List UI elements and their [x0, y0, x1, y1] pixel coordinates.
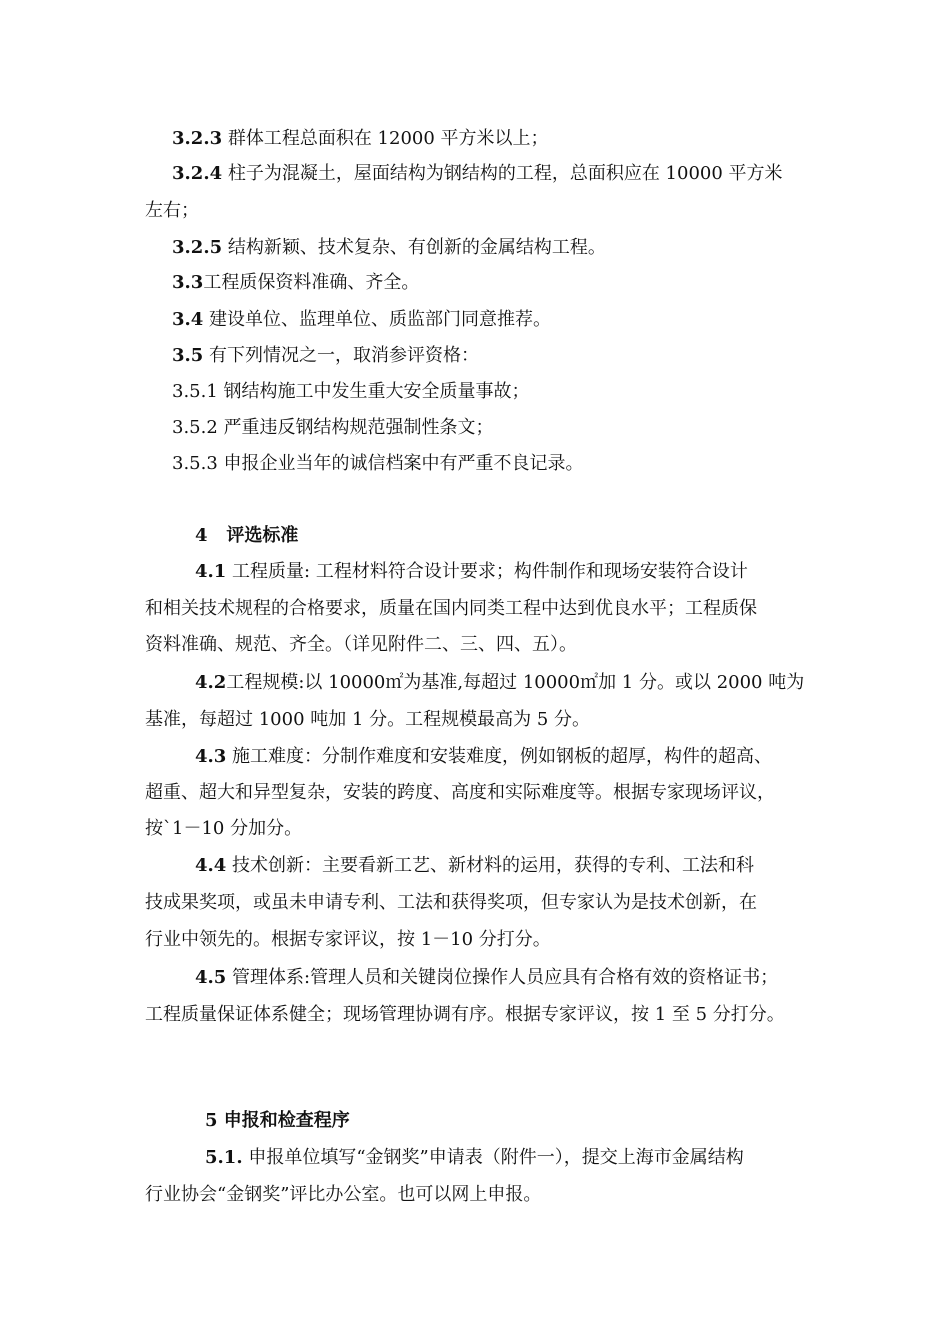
- paragraph-4-4-line2: 技成果奖项，或虽未申请专利、工法和获得奖项，但专家认为是技术创新，在: [145, 892, 757, 913]
- paragraph-3-5-3: [172, 445, 584, 482]
- clause-number: 3.2.4: [172, 163, 223, 184]
- paragraph-3-5-1: [172, 373, 530, 410]
- paragraph-4-1-line2: 和相关技术规程的合格要求，质量在国内同类工程中达到优良水平；工程质保: [145, 598, 757, 619]
- paragraph-4-4: [195, 847, 754, 884]
- clause-text: 工程规模:以 10000㎡为基准,每超过 10000㎡加 1 分。或以 2000 吨为: [226, 672, 805, 693]
- paragraph-3-5-2: [172, 409, 494, 446]
- paragraph-4-5-line2: 工程质量保证体系健全；现场管理协调有序。根据专家评议，按 1 至 5 分打分。: [145, 1004, 785, 1025]
- paragraph-5-1-line2: 行业协会“金钢奖”评比办公室。也可以网上申报。: [145, 1184, 542, 1205]
- clause-text: 管理体系:管理人员和关键岗位操作人员应具有合格有效的资格证书；: [226, 967, 779, 988]
- clause-text: 结构新颖、技术复杂、有创新的金属结构工程。: [222, 237, 606, 258]
- paragraph-5-1: [205, 1139, 744, 1176]
- clause-number: 4.2: [195, 672, 227, 693]
- paragraph-4-1: [195, 553, 748, 590]
- clause-text: 3.5.3 申报企业当年的诚信档案中有严重不良记录。: [172, 453, 584, 474]
- clause-text: 柱子为混凝土，屋面结构为钢结构的工程，总面积应在 10000 平方米: [222, 163, 783, 184]
- clause-text: 工程质保资料准确、齐全。: [203, 272, 420, 293]
- clause-text: 技术创新：主要看新工艺、新材料的运用，获得的专利、工法和科: [226, 855, 755, 876]
- paragraph-3-2-5: [172, 229, 606, 266]
- paragraph-4-2: [195, 664, 804, 701]
- clause-text: 建设单位、监理单位、质监部门同意推荐。: [203, 309, 552, 330]
- clause-text: 施工难度：分制作难度和安装难度，例如钢板的超厚，构件的超高、: [226, 746, 773, 767]
- paragraph-3-5: [172, 337, 479, 374]
- clause-number: 3.4: [172, 309, 204, 330]
- paragraph-3-3: [172, 264, 419, 301]
- clause-text: 工程质量: 工程材料符合设计要求；构件制作和现场安装符合设计: [226, 561, 748, 582]
- section-4-heading: 4 评选标准: [195, 525, 299, 546]
- clause-text: 有下列情况之一，取消参评资格：: [203, 345, 480, 366]
- clause-number: 5.1.: [205, 1147, 243, 1168]
- paragraph-3-2-4: [172, 155, 783, 192]
- clause-text: 群体工程总面积在 12000 平方米以上；: [222, 128, 549, 149]
- clause-text: 申报单位填写“金钢奖”申请表（附件一），提交上海市金属结构: [242, 1147, 744, 1168]
- clause-number: 3.2.3: [172, 128, 223, 149]
- paragraph-3-4: [172, 301, 551, 338]
- clause-number: 3.5: [172, 345, 204, 366]
- paragraph-4-2-line2: 基准，每超过 1000 吨加 1 分。工程规模最高为 5 分。: [145, 709, 591, 730]
- clause-text: 3.5.1 钢结构施工中发生重大安全质量事故；: [172, 381, 530, 402]
- paragraph-4-4-line3: 行业中领先的。根据专家评议，按 1－10 分打分。: [145, 929, 551, 950]
- clause-number: 4.1: [195, 561, 227, 582]
- paragraph-4-3: [195, 738, 772, 775]
- paragraph-4-5: [195, 959, 778, 996]
- clause-number: 4.4: [195, 855, 227, 876]
- section-5-heading: 5 申报和检查程序: [205, 1110, 350, 1131]
- clause-number: 3.3: [172, 272, 204, 293]
- clause-text: 左右；: [145, 200, 199, 221]
- paragraph-4-3-line2: 超重、超大和异型复杂，安装的跨度、高度和实际难度等。根据专家现场评议，: [145, 782, 775, 803]
- clause-number: 4.5: [195, 967, 227, 988]
- clause-number: 4.3: [195, 746, 227, 767]
- paragraph-3-2-4-cont: [145, 192, 199, 229]
- paragraph-4-3-line3: 按`1－10 分加分。: [145, 818, 303, 839]
- paragraph-4-1-line3: 资料准确、规范、齐全。（详见附件二、三、四、五）。: [145, 634, 577, 655]
- clause-text: 3.5.2 严重违反钢结构规范强制性条文；: [172, 417, 494, 438]
- paragraph-3-2-3: [172, 120, 549, 157]
- clause-number: 3.2.5: [172, 237, 223, 258]
